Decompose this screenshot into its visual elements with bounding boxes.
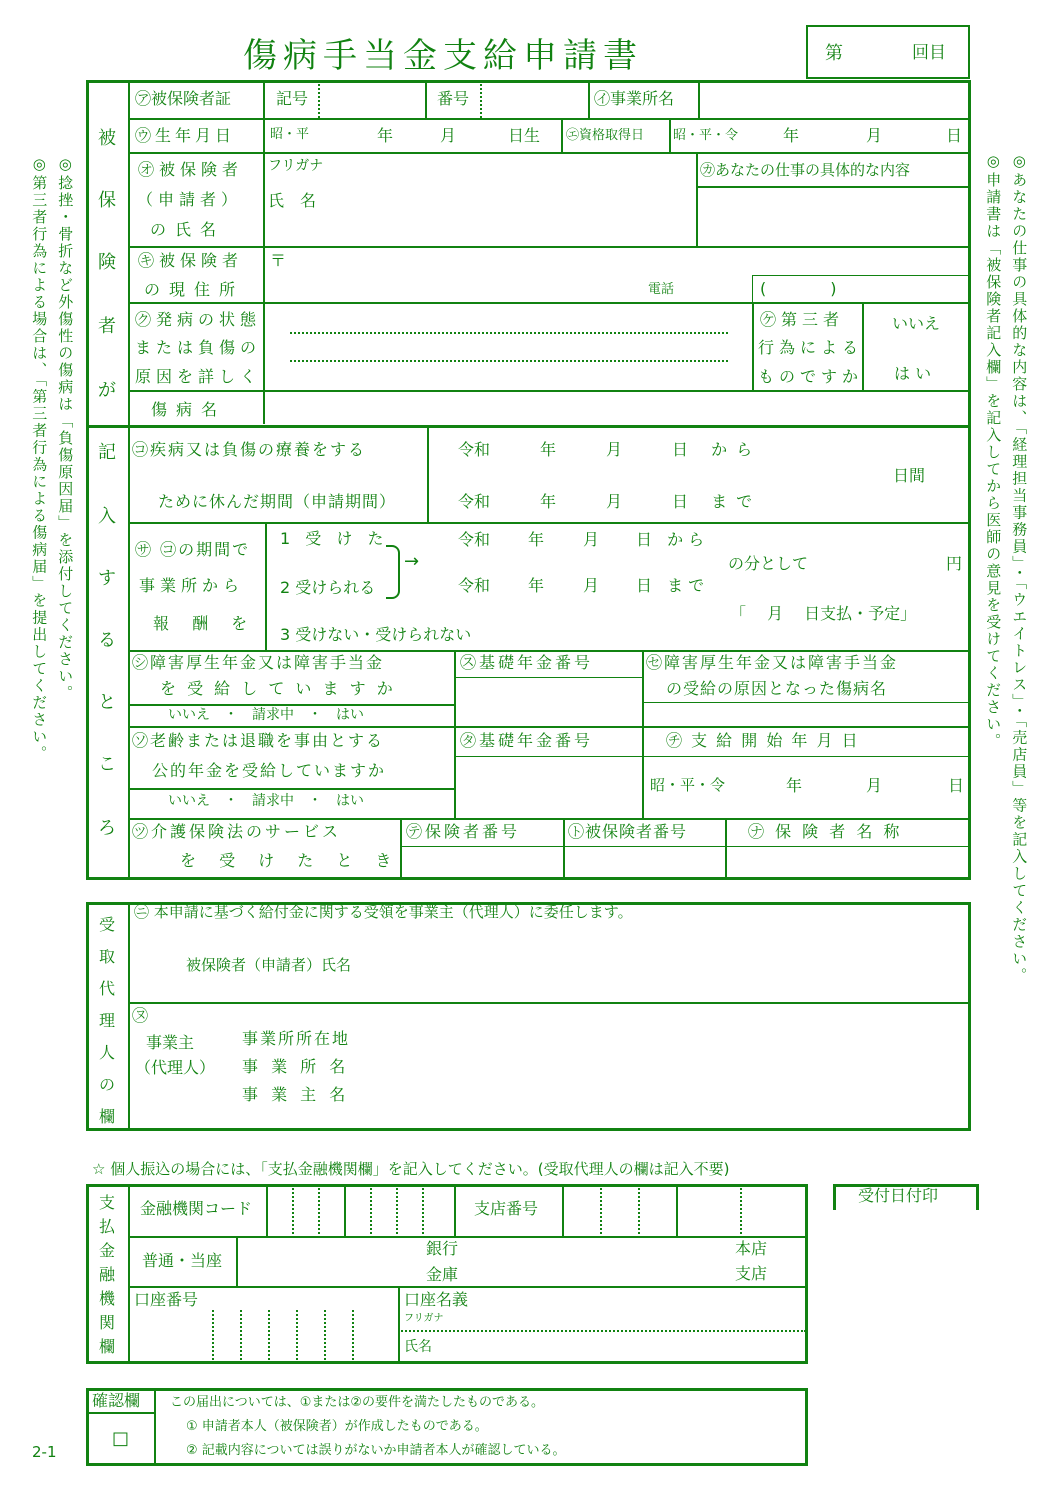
leave-from-year: 年 xyxy=(540,440,557,459)
right-note-1: ◎あなたの仕事の具体的な内容は、「経理担当事務員」・「ウエイトレス」・「売店員」等を記入してください。 xyxy=(1010,152,1029,985)
card-label: ㋐被保険者証 xyxy=(135,89,232,108)
agent-insured-name-label: 被保険者（申請者）氏名 xyxy=(186,956,352,974)
pay-from-era: 令和 xyxy=(458,530,491,549)
qualified-day: 日 xyxy=(946,126,963,145)
holder-label: 口座名義 xyxy=(404,1290,469,1309)
leave-from-era: 令和 xyxy=(458,440,491,459)
pay-to-day: 日 まで xyxy=(636,576,710,595)
pay-start-day: 日 xyxy=(948,776,965,795)
phone-field[interactable]: ( ) xyxy=(760,279,837,298)
pay-opt1[interactable]: 1 受 け た xyxy=(280,529,389,548)
leave-from-month: 月 xyxy=(606,440,623,459)
holder-furigana: フリガナ xyxy=(404,1313,444,1324)
card-number-label: 番号 xyxy=(437,89,470,108)
bank-name-field[interactable] xyxy=(240,1238,420,1284)
basic-no2-label: ㋟基礎年金番号 xyxy=(460,731,594,750)
pay-start-month: 月 xyxy=(866,776,883,795)
pay-amount-prefix: の分として xyxy=(728,554,809,573)
leave-days: 日間 xyxy=(893,466,926,485)
bank-head[interactable]: 本店 xyxy=(735,1239,768,1258)
pay-to-era: 令和 xyxy=(458,576,491,595)
third-party-yes[interactable]: は い xyxy=(894,364,932,383)
card-number-field[interactable] xyxy=(482,84,586,118)
disability-options[interactable]: いいえ ・ 請求中 ・ はい xyxy=(168,707,364,723)
insurer-name-field[interactable] xyxy=(729,849,966,875)
bank-branch[interactable]: 支店 xyxy=(735,1264,768,1283)
disability-label-1: ㋛障害厚生年金又は障害手当金 xyxy=(132,653,385,672)
left-note-1: ◎捻挫・骨折など外傷性の傷病は「負傷原因届」を添付してください。 xyxy=(56,155,75,702)
right-note-2: ◎申請書は「被保険者記入欄」を記入してから医師の意見を受けてください。 xyxy=(984,152,1003,750)
leave-to-day: 日 まで xyxy=(672,492,762,511)
qualified-month: 月 xyxy=(866,126,883,145)
agent-insured-name-field[interactable] xyxy=(370,950,850,980)
name-label-2: （申請者） xyxy=(137,190,243,209)
third-party-label-3: ものですか xyxy=(758,367,864,386)
agent-mark: ㋦ xyxy=(132,1006,149,1025)
pay-arrow: → xyxy=(404,551,420,572)
postal-mark: 〒 xyxy=(270,251,287,270)
pay-label-2: 事業所から xyxy=(139,576,245,595)
confirm-item1: ① 申請者本人（被保険者）が作成したものである。 xyxy=(186,1419,488,1434)
pay-from-month: 月 xyxy=(583,530,600,549)
account-type[interactable]: 普通・当座 xyxy=(142,1251,223,1270)
leave-to-era: 令和 xyxy=(458,492,491,511)
birth-era[interactable]: 昭・平 xyxy=(270,127,310,142)
bank-bank[interactable]: 銀行 xyxy=(426,1239,459,1258)
receipt-stamp-label: 受付日付印 xyxy=(858,1186,939,1205)
leave-period-field[interactable] xyxy=(430,430,966,520)
card-symbol-label: 記号 xyxy=(276,89,309,108)
count-suffix: 回目 xyxy=(912,43,946,63)
agent-paren: （代理人） xyxy=(135,1058,216,1077)
cause-label-2: または負傷の xyxy=(135,338,262,357)
cause-label-3: 原因を詳しく xyxy=(135,367,262,386)
leave-from-day: 日 から xyxy=(672,440,762,459)
leave-to-year: 年 xyxy=(540,492,557,511)
care-label-1: ㋡介護保険法のサービス xyxy=(132,822,342,841)
name-label-1: ㋔被保険者 xyxy=(138,160,244,179)
agent-employer: 事業主 xyxy=(146,1033,195,1052)
cause-label-1: ㋗発病の状態 xyxy=(135,310,262,329)
basic-no1-label: ㋜基礎年金番号 xyxy=(460,653,594,672)
pay-label-1: ㋚ ㋙の期間で xyxy=(135,540,251,559)
office-name-label: ㋑事業所名 xyxy=(594,89,675,108)
birth-label: ㋒生年月日 xyxy=(135,126,236,145)
leave-label-2: ために休んだ期間（申請期間） xyxy=(158,492,397,511)
name-label-3: の氏名 xyxy=(150,220,226,239)
left-note-2: ◎第三者行為による場合は、「第三者行為による傷病届」を提出してください。 xyxy=(30,155,49,763)
pay-opt2[interactable]: 2 受けられる xyxy=(280,578,376,597)
phone-label: 電話 xyxy=(648,282,675,297)
pay-from-year: 年 xyxy=(528,530,545,549)
qualified-era[interactable]: 昭・平・令 xyxy=(673,128,739,143)
insurer-name-label: ㋤ 保 険 者 名 称 xyxy=(748,822,903,841)
care-label-2: を 受 け た と き xyxy=(180,851,401,870)
basic-no1-field[interactable] xyxy=(458,680,638,724)
pay-bracket xyxy=(386,545,400,599)
basic-no2-field[interactable] xyxy=(458,760,638,816)
confirm-label: 確認欄 xyxy=(92,1391,141,1410)
agent-address-field[interactable] xyxy=(380,1026,940,1112)
insurer-no-label: ㋢保険者番号 xyxy=(406,822,521,841)
bank-code-field[interactable] xyxy=(268,1188,452,1234)
pension-options[interactable]: いいえ ・ 請求中 ・ はい xyxy=(168,793,364,809)
pension-label-2: 公的年金を受給していますか xyxy=(152,761,387,780)
agent-address-label: 事業所所在地 xyxy=(242,1029,351,1048)
leave-label-1: ㋙疾病又は負傷の療養をする xyxy=(132,440,367,459)
pay-start-label: ㋠ 支 給 開 始 年 月 日 xyxy=(666,731,860,750)
office-name-field[interactable] xyxy=(700,84,966,118)
bank-credit[interactable]: 金庫 xyxy=(426,1265,459,1284)
third-party-no[interactable]: いいえ xyxy=(892,314,941,333)
qualified-year: 年 xyxy=(783,126,800,145)
leave-to-month: 月 xyxy=(606,492,623,511)
job-field[interactable] xyxy=(700,190,966,244)
name-furigana: フリガナ xyxy=(268,158,324,174)
pay-label-3: 報 酬 を xyxy=(153,614,257,633)
form-title: 傷病手当金支給申請書 xyxy=(243,36,643,76)
pay-start-era[interactable]: 昭・平・令 xyxy=(650,776,726,794)
bank-code-label: 金融機関コード xyxy=(140,1199,253,1218)
branch-no-label: 支店番号 xyxy=(474,1199,539,1218)
branch-name-field[interactable] xyxy=(470,1238,730,1284)
pay-opt3[interactable]: 3 受けない・受けられない xyxy=(280,625,472,644)
pension-label-1: ㋞老齢または退職を事由とする xyxy=(132,731,385,750)
account-no-field[interactable] xyxy=(184,1310,396,1360)
qualified-label: ㋓資格取得日 xyxy=(566,128,645,143)
pay-to-month: 月 xyxy=(583,576,600,595)
name-field[interactable] xyxy=(330,180,690,240)
card-symbol-field[interactable] xyxy=(320,84,424,118)
confirm-checkbox[interactable]: □ xyxy=(112,1428,130,1449)
birth-year: 年 xyxy=(377,126,394,145)
name-name: 氏 名 xyxy=(268,191,317,210)
insured-no-label: ㋣被保険者番号 xyxy=(568,822,688,841)
form-code: 2-1 xyxy=(32,1443,57,1461)
address-label-1: ㋖被保険者 xyxy=(138,251,244,270)
branch-no-field[interactable] xyxy=(564,1188,674,1234)
insurer-no-field[interactable] xyxy=(404,849,558,875)
disability-cause-field[interactable] xyxy=(646,704,966,726)
insured-no-field[interactable] xyxy=(567,849,721,875)
confirm-item2: ② 記載内容については誤りがないか申請者本人が確認している。 xyxy=(186,1443,566,1458)
disability-cause-label-1: ㋝障害厚生年金又は障害手当金 xyxy=(646,653,899,672)
pay-from-day: 日 から xyxy=(636,530,710,549)
confirm-intro: この届出については、①または②の要件を満たしたものである。 xyxy=(170,1395,545,1410)
disability-label-2: を 受 給 し て い ま す か xyxy=(160,679,396,698)
job-label: ㋕あなたの仕事の具体的な内容 xyxy=(700,161,911,179)
agent-owner-label: 事 業 主 名 xyxy=(242,1085,350,1104)
disease-label: 傷病名 xyxy=(151,400,227,419)
pay-yen: 円 xyxy=(946,554,963,573)
third-party-label-1: ㋘第三者 xyxy=(760,310,845,329)
pay-amount-field[interactable] xyxy=(810,550,946,576)
pay-start-year: 年 xyxy=(786,776,803,795)
holder-name-label: 氏名 xyxy=(404,1339,432,1355)
account-no-label: 口座番号 xyxy=(134,1290,199,1309)
agent-statement: ㋥ 本申請に基づく給付金に関する受領を事業主（代理人）に委任します。 xyxy=(134,903,633,921)
pay-paydate[interactable]: 「 月 日支払・予定」 xyxy=(730,604,917,623)
cause-field[interactable] xyxy=(270,306,748,386)
count-prefix: 第 xyxy=(825,43,843,64)
address-label-2: の現住所 xyxy=(144,280,245,299)
birth-month: 月 xyxy=(440,126,457,145)
bank-note: ☆ 個人振込の場合には、「支払金融機関欄」を記入してください。(受取代理人の欄は記入不要) xyxy=(92,1160,730,1178)
third-party-label-2: 行為による xyxy=(758,338,864,357)
pay-to-year: 年 xyxy=(528,576,545,595)
disease-field[interactable] xyxy=(266,393,966,423)
holder-name-field[interactable] xyxy=(440,1310,800,1360)
disability-cause-label-2: の受給の原因となった傷病名 xyxy=(666,679,888,698)
agent-office-label: 事 業 所 名 xyxy=(242,1057,350,1076)
birth-day: 日生 xyxy=(508,126,541,145)
